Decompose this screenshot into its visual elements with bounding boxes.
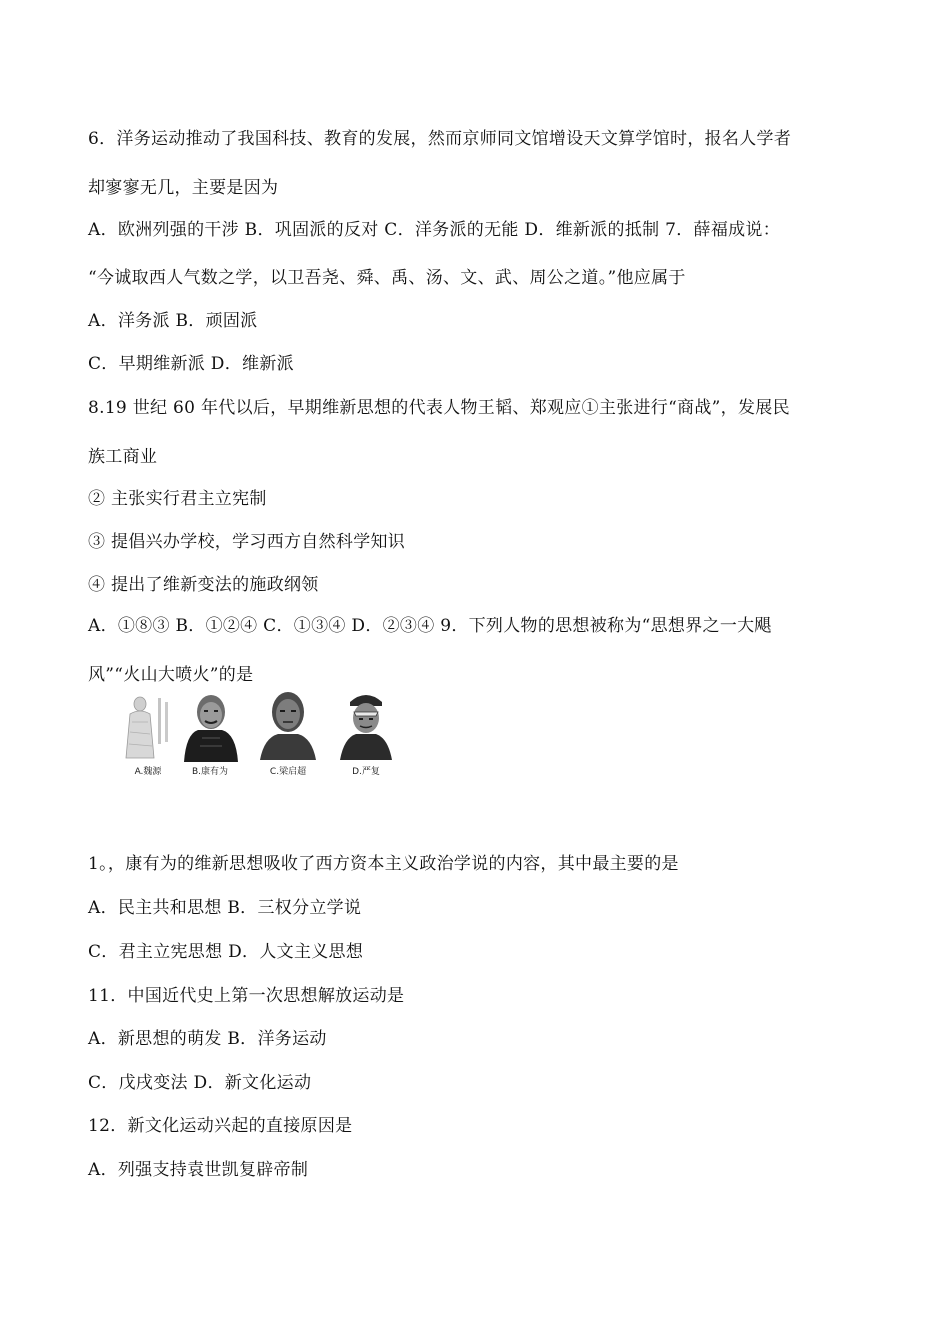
question-8-item-4: ④ 提出了维新变法的施政纲领: [88, 575, 319, 595]
question-8-options: A．①⑧③ B．①②④ C．①③④ D．②③④ 9．下列人物的思想被称为“思想界之一大飓: [88, 616, 772, 636]
question-7-options-cd: C．早期维新派 D．维新派: [88, 354, 294, 374]
question-6-options: A．欧洲列强的干涉 B．巩固派的反对 C．洋务派的无能 D．维新派的抵制 7．薛福成说：: [88, 220, 781, 240]
question-12-stem: 12．新文化运动兴起的直接原因是: [88, 1116, 353, 1136]
question-10-stem: 1。，康有为的维新思想吸收了西方资本主义政治学说的内容，其中最主要的是: [88, 854, 679, 874]
question-11-options-ab: A．新思想的萌发 B．洋务运动: [88, 1029, 327, 1049]
question-10-options-cd: C．君主立宪思想 D．人文主义思想: [88, 942, 364, 962]
portrait-liang-qichao-image: [258, 688, 318, 762]
question-8-line-2: 族工商业: [88, 447, 158, 467]
portrait-yan-fu: [336, 688, 396, 780]
question-10-options-ab: A．民主共和思想 B．三权分立学说: [88, 898, 362, 918]
question-6-line-1: 6．洋务运动推动了我国科技、教育的发展，然而京师同文馆增设天文算学馆时，报名人学者: [88, 129, 792, 149]
question-6-line-2: 却寥寥无几，主要是因为: [88, 178, 279, 198]
portrait-yan-fu-image: [336, 688, 396, 762]
question-11-stem: 11．中国近代史上第一次思想解放运动是: [88, 986, 405, 1006]
question-7-options-ab: A．洋务派 B．顽固派: [88, 311, 258, 331]
question-8-item-3: ③ 提倡兴办学校，学习西方自然科学知识: [88, 532, 406, 552]
question-11-options-cd: C．戊戌变法 D．新文化运动: [88, 1073, 312, 1093]
portrait-kang-youwei: [180, 688, 240, 780]
question-8-item-2: ② 主张实行君主立宪制: [88, 489, 267, 509]
portrait-caption-a: A.魏源: [134, 767, 162, 777]
portrait-caption-d: D.严复: [352, 767, 380, 777]
portrait-strip: [118, 688, 398, 780]
question-9-line-2: 风”“火山大喷火”的是: [88, 665, 254, 685]
portrait-caption-c: C.梁启超: [269, 767, 307, 777]
question-8-line-1: 8.19 世纪 60 年代以后，早期维新思想的代表人物王韬、郑观应①主张进行“商战”，发展民: [88, 398, 790, 418]
portrait-wei-yuan: [118, 688, 178, 780]
portrait-wei-yuan-image: [118, 688, 178, 762]
question-12-option-a: A．列强支持袁世凯复辟帝制: [88, 1160, 309, 1180]
portrait-liang-qichao: [258, 688, 318, 780]
question-7-quote: “今诚取西人气数之学，以卫吾尧、舜、禹、汤、文、武、周公之道。”他应属于: [88, 268, 686, 288]
portrait-caption-b: B.康有为: [191, 767, 229, 777]
portrait-kang-youwei-image: [180, 688, 240, 762]
